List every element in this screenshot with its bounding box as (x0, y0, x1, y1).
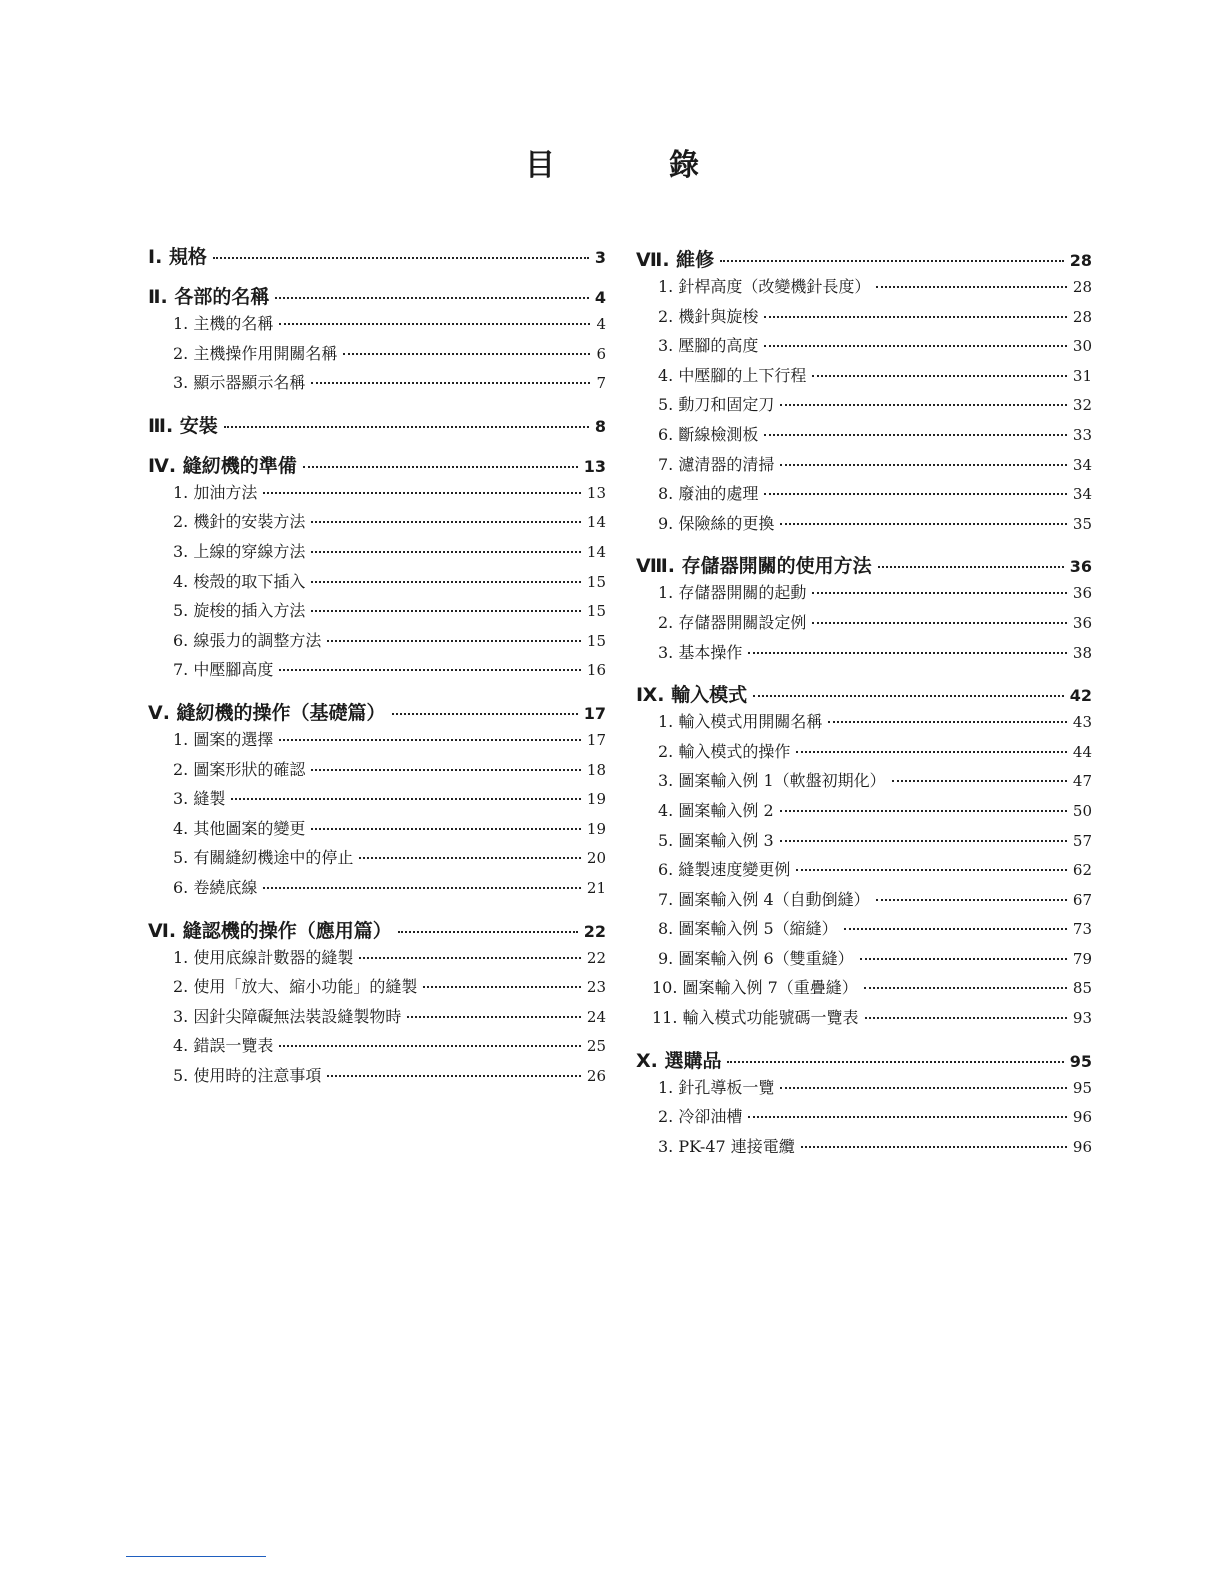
toc-item[interactable] (636, 452, 1092, 482)
toc-item[interactable] (148, 628, 606, 658)
toc-page-number: 34 (1072, 485, 1092, 504)
dot-leader (311, 610, 581, 612)
toc-item[interactable] (636, 580, 1092, 610)
toc-item[interactable] (148, 1004, 606, 1034)
toc-section-label: Ⅰ. 規格 (148, 246, 207, 268)
toc-item[interactable] (148, 727, 606, 757)
toc-page-number: 26 (586, 1066, 606, 1085)
toc-page-number: 95 (1072, 1078, 1092, 1097)
footer-link-underline (126, 1556, 266, 1557)
toc-page-number: 96 (1072, 1108, 1092, 1127)
dot-leader (796, 869, 1067, 871)
toc-item-label: 4. 圖案輸入例 2 (658, 800, 774, 820)
dot-leader (748, 1116, 1067, 1118)
toc-item-label: 2. 主機操作用開關名稱 (173, 343, 338, 363)
toc-item-label: 1. 使用底線計數器的縫製 (173, 947, 354, 967)
toc-item[interactable] (148, 786, 606, 816)
toc-item[interactable] (636, 946, 1092, 976)
toc-item[interactable] (148, 311, 606, 341)
toc-item[interactable] (148, 1033, 606, 1063)
toc-item-label: 4. 錯誤一覽表 (173, 1036, 274, 1056)
toc-page-number: 32 (1072, 396, 1092, 415)
toc-item-label: 5. 使用時的注意事項 (173, 1065, 322, 1085)
dot-leader (780, 810, 1067, 812)
toc-page-number: 38 (1072, 643, 1092, 662)
toc-page-number: 57 (1072, 831, 1092, 850)
toc-item[interactable] (148, 370, 606, 400)
toc-item[interactable] (636, 798, 1092, 828)
dot-leader (892, 780, 1067, 782)
toc-item-label: 5. 旋梭的插入方法 (173, 601, 306, 621)
toc-page-number: 7 (596, 374, 606, 393)
page-title: 目 錄 (525, 148, 741, 183)
toc-item-label: 1. 針桿高度（改變機針長度） (658, 277, 871, 296)
toc-item[interactable] (148, 341, 606, 371)
toc-page-number: 14 (586, 542, 606, 561)
toc-item[interactable] (148, 539, 606, 569)
toc-page-number: 28 (1069, 251, 1092, 270)
toc-section-6[interactable] (148, 916, 606, 945)
toc-section-label: Ⅶ. 維修 (636, 249, 715, 271)
toc-page-number: 28 (1072, 278, 1092, 296)
toc-page-number: 36 (1072, 613, 1092, 632)
toc-item-label: 6. 斷線檢測板 (658, 424, 759, 444)
dot-leader (828, 721, 1067, 723)
toc-right-column (636, 245, 1092, 1163)
toc-item[interactable] (148, 598, 606, 628)
dot-leader (844, 928, 1067, 930)
toc-item-label: 6. 線張力的調整方法 (173, 630, 322, 650)
dot-leader (311, 828, 581, 830)
dot-leader (780, 523, 1067, 525)
toc-section-5[interactable] (148, 698, 606, 727)
dot-leader (796, 751, 1067, 753)
toc-item-label: 8. 圖案輸入例 5（縮縫） (658, 919, 838, 939)
dot-leader (392, 713, 578, 715)
toc-page-number: 4 (594, 288, 606, 307)
toc-page-number: 19 (586, 819, 606, 838)
toc-item[interactable] (148, 816, 606, 846)
dot-leader (327, 640, 581, 642)
dot-leader (263, 492, 581, 494)
toc-section-4[interactable] (148, 451, 606, 480)
toc-item-label: 2. 機針的安裝方法 (173, 512, 306, 532)
toc-item-label: 1. 輸入模式用開關名稱 (658, 712, 823, 732)
dot-leader (423, 986, 581, 988)
dot-leader (311, 551, 581, 553)
toc-left-column (148, 242, 606, 1092)
dot-leader (780, 840, 1067, 842)
toc-item[interactable] (148, 974, 606, 1004)
toc-page-number: 25 (586, 1037, 606, 1056)
dot-leader (753, 695, 1064, 697)
toc-item[interactable] (636, 768, 1092, 798)
toc-item[interactable] (636, 304, 1092, 334)
toc-page-number: 16 (586, 661, 606, 680)
toc-item[interactable] (636, 709, 1092, 739)
toc-page-number: 33 (1072, 425, 1092, 444)
toc-page-number: 19 (586, 790, 606, 809)
toc-item-label: 1. 主機的名稱 (173, 314, 274, 333)
toc-page-number: 42 (1069, 686, 1092, 706)
toc-item[interactable] (636, 274, 1092, 304)
toc-section-label: Ⅳ. 縫紉機的準備 (148, 454, 297, 477)
toc-item-label: 4. 梭殼的取下插入 (173, 571, 306, 591)
toc-item[interactable] (636, 392, 1092, 422)
toc-page-number: 23 (586, 978, 606, 997)
dot-leader (359, 857, 581, 859)
toc-item-label: 6. 卷繞底線 (173, 877, 258, 897)
toc-section-7[interactable] (636, 245, 1092, 274)
toc-item[interactable] (636, 857, 1092, 887)
dot-leader (311, 382, 590, 384)
dot-leader (876, 899, 1067, 901)
dot-leader (864, 987, 1067, 989)
toc-section-1[interactable] (148, 242, 606, 271)
toc-page-number: 15 (586, 572, 606, 591)
toc-section-label: Ⅸ. 輸入模式 (636, 684, 748, 707)
toc-page-number: 8 (594, 416, 606, 436)
dot-leader (727, 1061, 1063, 1063)
toc-item-label: 1. 存儲器開關的起動 (658, 583, 807, 603)
dot-leader (275, 297, 589, 299)
toc-page-number: 96 (1072, 1137, 1092, 1156)
toc-item-label: 4. 其他圖案的變更 (173, 818, 306, 838)
toc-item[interactable] (636, 422, 1092, 452)
dot-leader (213, 257, 589, 259)
toc-item-label: 3. 上線的穿線方法 (173, 541, 306, 561)
toc-page-number: 4 (596, 315, 606, 333)
toc-page-number: 13 (586, 483, 606, 502)
toc-section-label: Ⅵ. 縫認機的操作（應用篇） (148, 919, 392, 942)
toc-item-label: 10. 圖案輸入例 7（重疊縫） (652, 978, 858, 998)
toc-page-number: 14 (586, 513, 606, 532)
dot-leader (780, 1087, 1067, 1089)
toc-item-label: 9. 保險絲的更換 (658, 513, 775, 533)
dot-leader (327, 1075, 581, 1077)
dot-leader (398, 931, 578, 933)
dot-leader (279, 739, 581, 741)
dot-leader (878, 566, 1064, 568)
toc-page-number: 3 (594, 248, 606, 267)
toc-page-number: 22 (586, 948, 606, 967)
dot-leader (876, 286, 1067, 288)
dot-leader (311, 581, 581, 583)
dot-leader (720, 260, 1064, 262)
toc-item-label: 2. 使用「放大、縮小功能」的縫製 (173, 977, 418, 997)
toc-item[interactable] (636, 1005, 1092, 1035)
toc-page-number: 43 (1072, 713, 1092, 732)
dot-leader (231, 798, 581, 800)
toc-section-9[interactable] (636, 680, 1092, 709)
dot-leader (263, 887, 581, 889)
dot-leader (748, 652, 1067, 654)
toc-item[interactable] (148, 757, 606, 787)
toc-item[interactable] (636, 333, 1092, 363)
toc-page-number: 85 (1072, 979, 1092, 998)
toc-item-label: 6. 縫製速度變更例 (658, 860, 791, 880)
toc-page-number: 21 (586, 878, 606, 897)
toc-page-number: 36 (1072, 584, 1092, 603)
dot-leader (812, 592, 1067, 594)
toc-page-number: 6 (596, 344, 606, 363)
toc-page-number: 47 (1072, 772, 1092, 791)
toc-section-label: Ⅱ. 各部的名稱 (148, 286, 270, 308)
toc-item[interactable] (636, 363, 1092, 393)
toc-item[interactable] (636, 610, 1092, 640)
toc-item-label: 3. 因針尖障礙無法裝設縫製物時 (173, 1006, 402, 1026)
dot-leader (780, 464, 1067, 466)
toc-item[interactable] (636, 511, 1092, 541)
toc-item-label: 3. 壓腳的高度 (658, 336, 759, 356)
toc-item[interactable] (148, 480, 606, 510)
dot-leader (764, 434, 1067, 436)
toc-section-label: Ⅹ. 選購品 (636, 1049, 722, 1072)
toc-item-label: 5. 圖案輸入例 3 (658, 830, 774, 850)
dot-leader (303, 466, 578, 468)
toc-item-label: 2. 冷卻油槽 (658, 1107, 743, 1127)
toc-page-number: 20 (586, 849, 606, 868)
toc-page-number: 15 (586, 631, 606, 650)
toc-item[interactable] (148, 945, 606, 975)
toc-section-8[interactable] (636, 551, 1092, 580)
toc-item-label: 2. 存儲器開關設定例 (658, 612, 807, 632)
toc-page-number: 73 (1072, 920, 1092, 939)
toc-item[interactable] (636, 481, 1092, 511)
toc-item-label: 9. 圖案輸入例 6（雙重縫） (658, 948, 854, 968)
dot-leader (279, 1045, 581, 1047)
toc-page-number: 30 (1072, 337, 1092, 356)
toc-page-number: 44 (1072, 742, 1092, 761)
toc-page-number: 17 (586, 730, 606, 749)
dot-leader (407, 1016, 581, 1018)
toc-item-label: 8. 廢油的處理 (658, 484, 759, 504)
toc-page-number: 22 (583, 921, 606, 941)
toc-section-label: Ⅴ. 縫紉機的操作（基礎篇） (148, 701, 386, 724)
dot-leader (279, 669, 581, 671)
toc-item-label: 3. 圖案輸入例 1（軟盤初期化） (658, 771, 886, 791)
dot-leader (224, 426, 589, 428)
dot-leader (311, 521, 581, 523)
toc-item-label: 2. 輸入模式的操作 (658, 741, 791, 761)
toc-section-2[interactable] (148, 282, 606, 311)
toc-item[interactable] (148, 875, 606, 905)
toc-page-number: 28 (1072, 307, 1092, 326)
toc-item-label: 3. 顯示器顯示名稱 (173, 373, 306, 393)
toc-item[interactable] (148, 845, 606, 875)
toc-page-number: 79 (1072, 949, 1092, 968)
toc-item-label: 1. 針孔導板一覽 (658, 1077, 775, 1097)
toc-item[interactable] (636, 887, 1092, 917)
toc-item[interactable] (636, 739, 1092, 769)
toc-page-number: 93 (1072, 1009, 1092, 1028)
toc-section-10[interactable] (636, 1046, 1092, 1075)
toc-item[interactable] (636, 1075, 1092, 1105)
toc-page-number: 62 (1072, 861, 1092, 880)
toc-item[interactable] (148, 1063, 606, 1093)
dot-leader (812, 622, 1067, 624)
toc-page-number: 35 (1072, 514, 1092, 533)
toc-item-label: 1. 圖案的選擇 (173, 729, 274, 749)
toc-item-label: 3. 基本操作 (658, 642, 743, 662)
toc-item-label: 1. 加油方法 (173, 482, 258, 502)
toc-item-label: 3. 縫製 (173, 789, 226, 809)
dot-leader (860, 958, 1067, 960)
toc-item[interactable] (636, 1104, 1092, 1134)
dot-leader (764, 345, 1067, 347)
toc-item-label: 4. 中壓腳的上下行程 (658, 365, 807, 385)
dot-leader (764, 316, 1067, 318)
toc-page-number: 17 (583, 703, 606, 723)
dot-leader (343, 353, 590, 355)
toc-item-label: 7. 中壓腳高度 (173, 660, 274, 680)
dot-leader (812, 375, 1067, 377)
toc-item-label: 3. PK-47 連接電纜 (658, 1136, 795, 1156)
toc-page-number: 36 (1069, 557, 1092, 577)
toc-page-number: 34 (1072, 455, 1092, 474)
dot-leader (764, 493, 1067, 495)
toc-page-number: 13 (583, 456, 606, 476)
toc-page-number: 18 (586, 760, 606, 779)
dot-leader (865, 1017, 1067, 1019)
toc-item-label: 11. 輸入模式功能號碼一覽表 (652, 1008, 859, 1028)
toc-item-label: 5. 有關縫紉機途中的停止 (173, 848, 354, 868)
toc-page-number: 50 (1072, 801, 1092, 820)
toc-item[interactable] (636, 916, 1092, 946)
dot-leader (279, 323, 590, 325)
toc-page-number: 95 (1069, 1051, 1092, 1071)
toc-item[interactable] (148, 657, 606, 687)
dot-leader (359, 957, 581, 959)
toc-page-number: 31 (1072, 366, 1092, 385)
toc-page-number: 15 (586, 602, 606, 621)
toc-item[interactable] (636, 828, 1092, 858)
toc-item-label: 2. 機針與旋梭 (658, 306, 759, 326)
toc-item[interactable] (636, 975, 1092, 1005)
toc-section-label: Ⅷ. 存儲器開關的使用方法 (636, 555, 872, 578)
toc-item-label: 7. 圖案輸入例 4（自動倒縫） (658, 889, 870, 909)
toc-item[interactable] (636, 640, 1092, 670)
dot-leader (311, 769, 581, 771)
toc-section-label: Ⅲ. 安裝 (148, 414, 218, 437)
toc-item[interactable] (636, 1134, 1092, 1164)
dot-leader (801, 1146, 1067, 1148)
toc-item-label: 2. 圖案形狀的確認 (173, 759, 306, 779)
toc-item-label: 5. 動刀和固定刀 (658, 395, 775, 415)
toc-page-number: 67 (1072, 890, 1092, 909)
toc-item[interactable] (148, 569, 606, 599)
toc-section-3[interactable] (148, 411, 606, 440)
toc-item-label: 7. 濾清器的清掃 (658, 454, 775, 474)
dot-leader (780, 404, 1067, 406)
toc-item[interactable] (148, 509, 606, 539)
toc-page-number: 24 (586, 1007, 606, 1026)
